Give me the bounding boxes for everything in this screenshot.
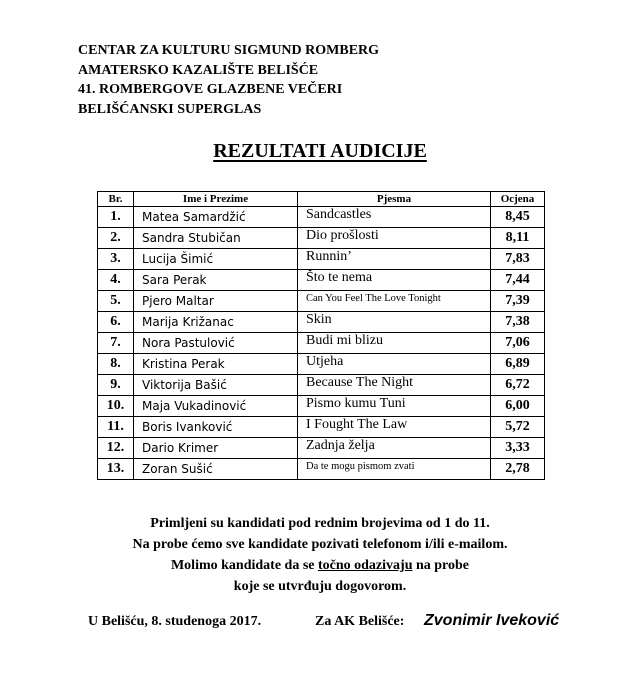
table-row <box>98 459 545 480</box>
notice-segment: Molimo kandidate da se <box>170 558 318 573</box>
score: 8,45 <box>491 207 545 228</box>
score: 7,38 <box>491 312 545 333</box>
score: 3,33 <box>491 438 545 459</box>
score: 7,06 <box>491 333 545 354</box>
header-line: AMATERSKO KAZALIŠTE BELIŠĆE <box>78 62 319 78</box>
table-row <box>98 249 545 270</box>
song-title: Što te nema <box>298 270 491 291</box>
candidate-name: Kristina Perak <box>134 354 298 375</box>
candidate-name: Marija Križanac <box>134 312 298 333</box>
organization-header <box>78 41 379 119</box>
header-line: CENTAR ZA KULTURU SIGMUND ROMBERG <box>78 43 380 58</box>
candidate-name: Dario Krimer <box>134 438 298 459</box>
table-row <box>98 375 545 396</box>
table-row <box>98 438 545 459</box>
column-header-score: Ocjena <box>491 192 545 207</box>
row-number: 13. <box>98 459 134 480</box>
signature: Zvonimir Iveković <box>424 612 560 629</box>
score: 2,78 <box>491 459 545 480</box>
score: 7,39 <box>491 291 545 312</box>
song-title: Utjeha <box>298 354 491 375</box>
notice-line: Na probe ćemo sve kandidate pozivati telefonom i/ili e-mailom. <box>132 537 508 552</box>
row-number: 6. <box>98 312 134 333</box>
song-title: Skin <box>298 312 491 333</box>
notice-text <box>0 513 640 597</box>
row-number: 2. <box>98 228 134 249</box>
score: 6,00 <box>491 396 545 417</box>
table-row <box>98 207 545 228</box>
column-header-song: Pjesma <box>298 192 491 207</box>
song-title: Sandcastles <box>298 207 491 228</box>
row-number: 4. <box>98 270 134 291</box>
place-date: U Belišću, 8. studenoga 2017. <box>88 614 262 629</box>
table-row <box>98 228 545 249</box>
table-row <box>98 333 545 354</box>
candidate-name: Matea Samardžić <box>134 207 298 228</box>
table-row <box>98 270 545 291</box>
score: 6,89 <box>491 354 545 375</box>
table-row <box>98 417 545 438</box>
candidate-name: Lucija Šimić <box>134 249 298 270</box>
row-number: 3. <box>98 249 134 270</box>
score: 5,72 <box>491 417 545 438</box>
candidate-name: Pjero Maltar <box>134 291 298 312</box>
notice-segment: na probe <box>412 558 470 573</box>
song-title: Pismo kumu Tuni <box>298 396 491 417</box>
row-number: 5. <box>98 291 134 312</box>
song-title: Budi mi blizu <box>298 333 491 354</box>
candidate-name: Maja Vukadinović <box>134 396 298 417</box>
song-title: Zadnja želja <box>298 438 491 459</box>
table-header-row <box>98 192 545 207</box>
score: 7,83 <box>491 249 545 270</box>
score: 6,72 <box>491 375 545 396</box>
candidate-name: Nora Pastulović <box>134 333 298 354</box>
page-title <box>0 140 640 163</box>
score: 8,11 <box>491 228 545 249</box>
notice-underlined-segment: točno odazivaju <box>317 558 413 573</box>
table-row <box>98 396 545 417</box>
table-row <box>98 354 545 375</box>
candidate-name: Boris Ivanković <box>134 417 298 438</box>
notice-line <box>0 555 640 576</box>
row-number: 7. <box>98 333 134 354</box>
song-title: Runnin’ <box>298 249 491 270</box>
score: 7,44 <box>491 270 545 291</box>
notice-line: koje se utvrđuju dogovorom. <box>233 579 407 594</box>
column-header-br: Br. <box>98 192 134 207</box>
song-title: Da te mogu pismom zvati <box>298 459 491 480</box>
results-body <box>98 207 545 480</box>
row-number: 9. <box>98 375 134 396</box>
song-title: Can You Feel The Love Tonight <box>298 291 491 312</box>
candidate-name: Viktorija Bašić <box>134 375 298 396</box>
candidate-name: Sandra Stubičan <box>134 228 298 249</box>
row-number: 12. <box>98 438 134 459</box>
candidate-name: Zoran Sušić <box>134 459 298 480</box>
page-title-text: REZULTATI AUDICIJE <box>213 140 427 162</box>
song-title: Because The Night <box>298 375 491 396</box>
header-line: 41. ROMBERGOVE GLAZBENE VEČERI <box>78 82 343 97</box>
row-number: 8. <box>98 354 134 375</box>
song-title: I Fought The Law <box>298 417 491 438</box>
candidate-name: Sara Perak <box>134 270 298 291</box>
results-table <box>97 191 545 480</box>
header-line: BELIŠĆANSKI SUPERGLAS <box>78 101 262 117</box>
table-row <box>98 312 545 333</box>
song-title: Dio prošlosti <box>298 228 491 249</box>
signature-label: Za AK Belišće: <box>315 614 405 629</box>
row-number: 10. <box>98 396 134 417</box>
notice-line: Primljeni su kandidati pod rednim brojevima od 1 do 11. <box>150 516 490 531</box>
row-number: 1. <box>98 207 134 228</box>
table-row <box>98 291 545 312</box>
column-header-name: Ime i Prezime <box>134 192 298 207</box>
row-number: 11. <box>98 417 134 438</box>
